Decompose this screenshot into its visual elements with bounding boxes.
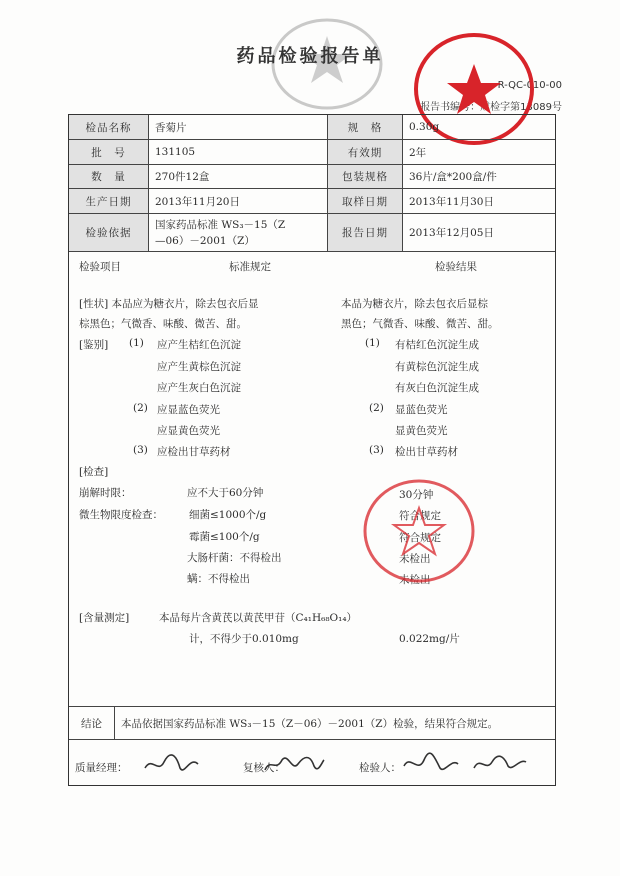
appearance-res-1: 本品为糖衣片，除去包衣后显棕	[341, 298, 488, 310]
disintegration-res: 30分钟	[399, 489, 434, 501]
microbial-res-3: 未检出	[399, 553, 431, 565]
value-expiry: 2年	[409, 146, 427, 159]
value-product-name: 香菊片	[155, 121, 187, 134]
assay-std-1: 本品每片含黄芪以黄芪甲苷（C₄₁H₆₈O₁₄）	[159, 612, 358, 624]
inspector-label: 检验人：	[359, 762, 401, 774]
label-quantity: 数 量	[69, 165, 149, 188]
conclusion-label: 结论	[69, 707, 115, 739]
microbial-std-4: 螨：不得检出	[187, 573, 250, 585]
lower-red-seal	[360, 476, 478, 586]
idr1-b: 有黄棕色沉淀生成	[395, 361, 479, 373]
disintegration-std: 应不大于60分钟	[187, 487, 264, 499]
conclusion-text: 本品依据国家药品标准 WS₃－15（Z－06）－2001（Z）检验，结果符合规定。	[121, 717, 499, 730]
report-table	[68, 114, 556, 786]
report-number: 报告书编号：成检字第13089号	[420, 102, 562, 113]
assay-res: 0.022mg/片	[399, 633, 460, 645]
idr1-c: 有灰白色沉淀生成	[395, 382, 479, 394]
microbial-std-3: 大肠杆菌：不得检出	[187, 552, 282, 564]
value-sampling-date: 2013年11月30日	[409, 195, 494, 208]
header-row	[69, 115, 555, 140]
inspector-signature	[400, 750, 530, 778]
idr2-a: 显蓝色荧光	[395, 404, 448, 416]
document-title: 药品检验报告单	[236, 46, 384, 67]
disintegration-label: 崩解时限：	[79, 487, 132, 499]
value-report-date: 2013年12月05日	[409, 227, 494, 239]
idr2-b: 显黄色荧光	[395, 425, 448, 437]
appearance-std-2: 棕黑色；气微香、味酸、微苦、甜。	[79, 318, 247, 330]
microbial-res-4: 未检出	[399, 574, 431, 586]
header-row	[69, 214, 555, 252]
header-row	[69, 140, 555, 165]
identification-label: [鉴别]	[79, 339, 109, 351]
inspection-label: [检查]	[79, 466, 109, 478]
col-standard: 标准规定	[229, 261, 271, 273]
col-result: 检验结果	[435, 261, 477, 273]
microbial-std-2: 霉菌≤100个/g	[189, 531, 260, 543]
idr1-a: 有桔红色沉淀生成	[395, 339, 479, 351]
label-batch: 批 号	[69, 140, 149, 164]
form-code: R-QC-010-00	[497, 80, 562, 91]
assay-std-2: 计，不得少于0.010mg	[189, 633, 299, 645]
assay-label: [含量测定]	[79, 612, 130, 624]
idr3-a: 检出甘草药材	[395, 446, 458, 458]
id1-c: 应产生灰白色沉淀	[157, 382, 241, 394]
microbial-res-2: 符合规定	[399, 532, 441, 544]
label-report-date: 报告日期	[327, 214, 403, 251]
idr2-num: (2)	[369, 402, 384, 414]
value-spec: 0.30g	[409, 121, 440, 133]
reviewer-label: 复核人：	[243, 762, 285, 774]
microbial-std-1: 细菌≤1000个/g	[189, 509, 267, 521]
id1-a: 应产生桔红色沉淀	[157, 339, 241, 351]
basis-line-1: 国家药品标准 WS₃－15（Z	[155, 218, 286, 231]
id3-a: 应检出甘草药材	[157, 446, 231, 458]
appearance-std-1: [性状] 本品应为糖衣片，除去包衣后显	[79, 298, 259, 310]
id1-num: (1)	[129, 337, 144, 349]
id2-num: (2)	[133, 402, 148, 414]
basis-line-2: —06）－2001（Z）	[155, 234, 255, 247]
header-row	[69, 189, 555, 214]
label-expiry: 有效期	[327, 140, 403, 164]
label-production-date: 生产日期	[69, 189, 149, 213]
label-product-name: 检品名称	[69, 115, 149, 139]
value-quantity: 270件12盒	[155, 171, 210, 183]
label-spec: 规 格	[327, 115, 403, 139]
idr3-num: (3)	[369, 444, 384, 456]
value-basis	[149, 214, 327, 251]
header-row	[69, 165, 555, 189]
col-item: 检验项目	[79, 261, 121, 273]
reviewer-signature	[262, 750, 326, 778]
conclusion-row	[69, 706, 555, 740]
value-production-date: 2013年11月20日	[155, 195, 240, 208]
value-packaging: 36片/盒*200盒/件	[409, 171, 497, 183]
microbial-res-1: 符合规定	[399, 510, 441, 522]
label-basis: 检验依据	[69, 214, 149, 251]
qa-manager-signature	[142, 750, 202, 778]
label-packaging: 包装规格	[327, 165, 403, 188]
id3-num: (3)	[133, 444, 148, 456]
qa-manager-label: 质量经理：	[75, 762, 128, 774]
appearance-res-2: 黑色；气微香、味酸、微苦、甜。	[341, 318, 499, 330]
value-batch: 131105	[155, 146, 196, 158]
idr1-num: (1)	[365, 337, 380, 349]
id2-a: 应显蓝色荧光	[157, 404, 220, 416]
id1-b: 应产生黄棕色沉淀	[157, 361, 241, 373]
id2-b: 应显黄色荧光	[157, 425, 220, 437]
microbial-label: 微生物限度检查：	[79, 509, 163, 521]
label-sampling-date: 取样日期	[327, 189, 403, 213]
